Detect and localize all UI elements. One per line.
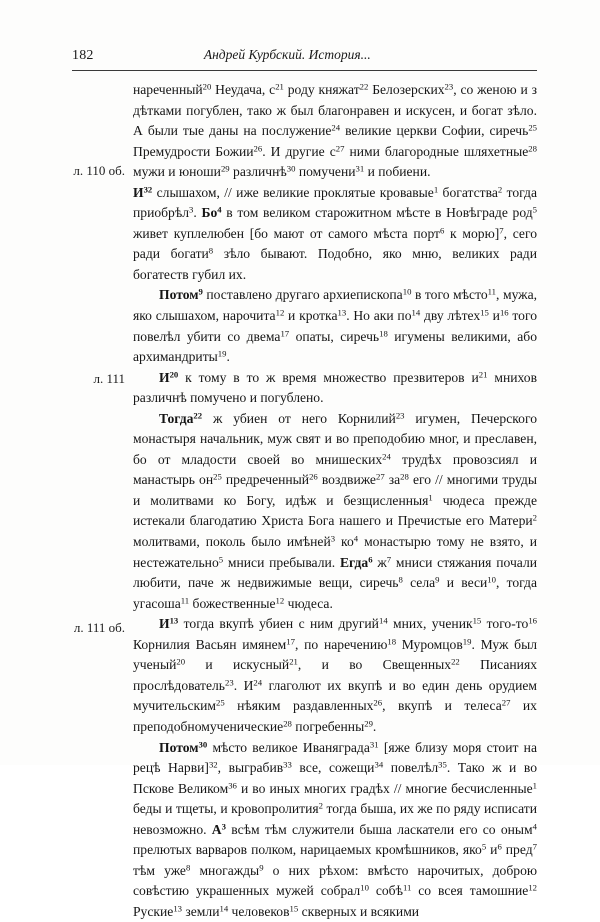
text-column [133, 80, 537, 922]
page-header [72, 47, 537, 64]
paragraph: Потом$^9$ поставлено другаго архиепископа$^{10}$ в того мѣсто$^{11}$, мужа, яко слышахом, нарочита$^{12}$ и кротка$^{13}$. Но аки $по^{14}$ дву лѣтех$^{15}$ $и^{16}$ того повелѣл убити со двема$^{17}$ опаты, сиречь$^{18}$ игумены великими, або архимандриты$^{19}$. [133, 285, 537, 367]
margin-folio-note: л. 110 об. [8, 163, 125, 179]
paragraph: $И^{20}$ к тому в то ж время множество презвитеров $и^{21}$ мнихов различнѣ помучено и погублено. [133, 368, 537, 409]
paragraph-lead-word: $И^{13}$ [159, 616, 178, 631]
paragraph-lead-word: Потом$^9$ [159, 287, 203, 302]
paragraph: нареченный$^{20}$ Неудача, $с^{21}$ роду княжат$^{22}$ Белозерских$^{23}$, со женою и з дѣтками погублен, тако ж был благонравен и искусен, и богат зѣло. А были тые даны на послужение$^{24}$ великие церкви Софии, сиречь$^{25}$ Премудрости Божии$^{26}$. И другие $с^{27}$ ними благородные шляхетные$^{28}$ мужи и юноши$^{29}$ различнѣ$^{30}$ помучени$^{31}$ и побиени. [133, 80, 537, 183]
paragraph-lead-word: Тогда$^{22}$ [159, 411, 202, 426]
running-title: Андрей Курбский. История... [94, 47, 537, 63]
paragraph-lead-word: $И^{32}$ [133, 185, 152, 200]
paragraph: $И^{32}$ слышахом, // иже великие проклятые кровавые$^1$ богатства$^2$ тогда приобрѣл$^3$. $Бо^4$ в том великом старожитном мѣсте в Новѣграде род$^5$ живет куплелюбен [бо мают от самого мѣста порт$^6$ к морю]$^7$, сего ради богати$^8$ зѣло бывают. Подобно, яко мню, великих ради богатеств губил их. [133, 183, 537, 286]
paragraph: Тогда$^{22}$ ж убиен от него Корнилий$^{23}$ игумен, Печерского монастыря начальник, муж свят и во преподобию мног, и преславен, бо от младости своей во мнишеских$^{24}$ трудѣх провозсиял и манастырь $он^{25}$ предреченный$^{26}$ воздвиже$^{27}$ $за^{28}$ его // многими труды и молитвами ко Богу, идѣж и безщисленныя$^1$ чюдеса прежде истекали благодатию Христа Бога нашего и Пречистые его Матери$^2$ молитвами, поколь было имѣней$^3$ $ко^4$ монастырю тому не взято, и нестежательно$^5$ мниси пребывали. Егда$^6$ $ж^7$ мниси стяжания почали любити, паче ж недвижимые вещи, сиречь$^8$ села$^9$ и веси$^{10}$, тогда угасоша$^{11}$ божественные$^{12}$ чюдеса. [133, 409, 537, 614]
paragraph: $И^{13}$ тогда вкупѣ убиен с ним другий$^{14}$ мних, ученик$^{15}$ того-$то^{16}$ Корнилия Васьян имянем$^{17}$, по наречению$^{18}$ Муромцов$^{19}$. Муж был ученый$^{20}$ и искусный$^{21}$, и во Свещенных$^{22}$ Писаниях прослѣдователь$^{23}$. $И^{24}$ глаголют их вкупѣ и во един день орудием мучительским$^{25}$ нѣяким раздавленных$^{26}$, вкупѣ и телеса$^{27}$ их преподобномученические$^{28}$ погребенны$^{29}$. [133, 614, 537, 737]
margin-folio-note: л. 111 об. [8, 620, 125, 636]
header-rule [72, 70, 537, 71]
page-number: 182 [72, 48, 94, 64]
paragraph: Потом$^{30}$ мѣсто великое Иваняграда$^{31}$ [яже близу моря стоит на рецѣ Нарви]$^{32}$, выграбив$^{33}$ все, сожещи$^{34}$ повелѣл$^{35}$. Тако ж и во Пскове Великом$^{36}$ и во иных многих градѣх // многие бесчисленные$^1$ беды и тщеты, и кровопролития$^2$ тогда быша, их же по ряду исписати невозможно. $А^3$ всѣм тѣм служители быша ласкатели его со оным$^4$ прелютых варваров полком, нарицаемых кромѣшников, яко$^5$ $и^6$ пред$^7$ тѣм уже$^8$ многажды$^9$ о них рѣхом: вмѣсто нарочитых, доброю совѣстию украшенных мужей собрал$^{10}$ собѣ$^{11}$ со всея тамошние$^{12}$ Руские$^{13}$ земли$^{14}$ человеков$^{15}$ скверных и всякими [133, 738, 537, 922]
paragraph-lead-word: $И^{20}$ [159, 370, 178, 385]
margin-folio-note: л. 111 [8, 371, 125, 387]
paragraph-lead-word: Потом$^{30}$ [159, 740, 207, 755]
